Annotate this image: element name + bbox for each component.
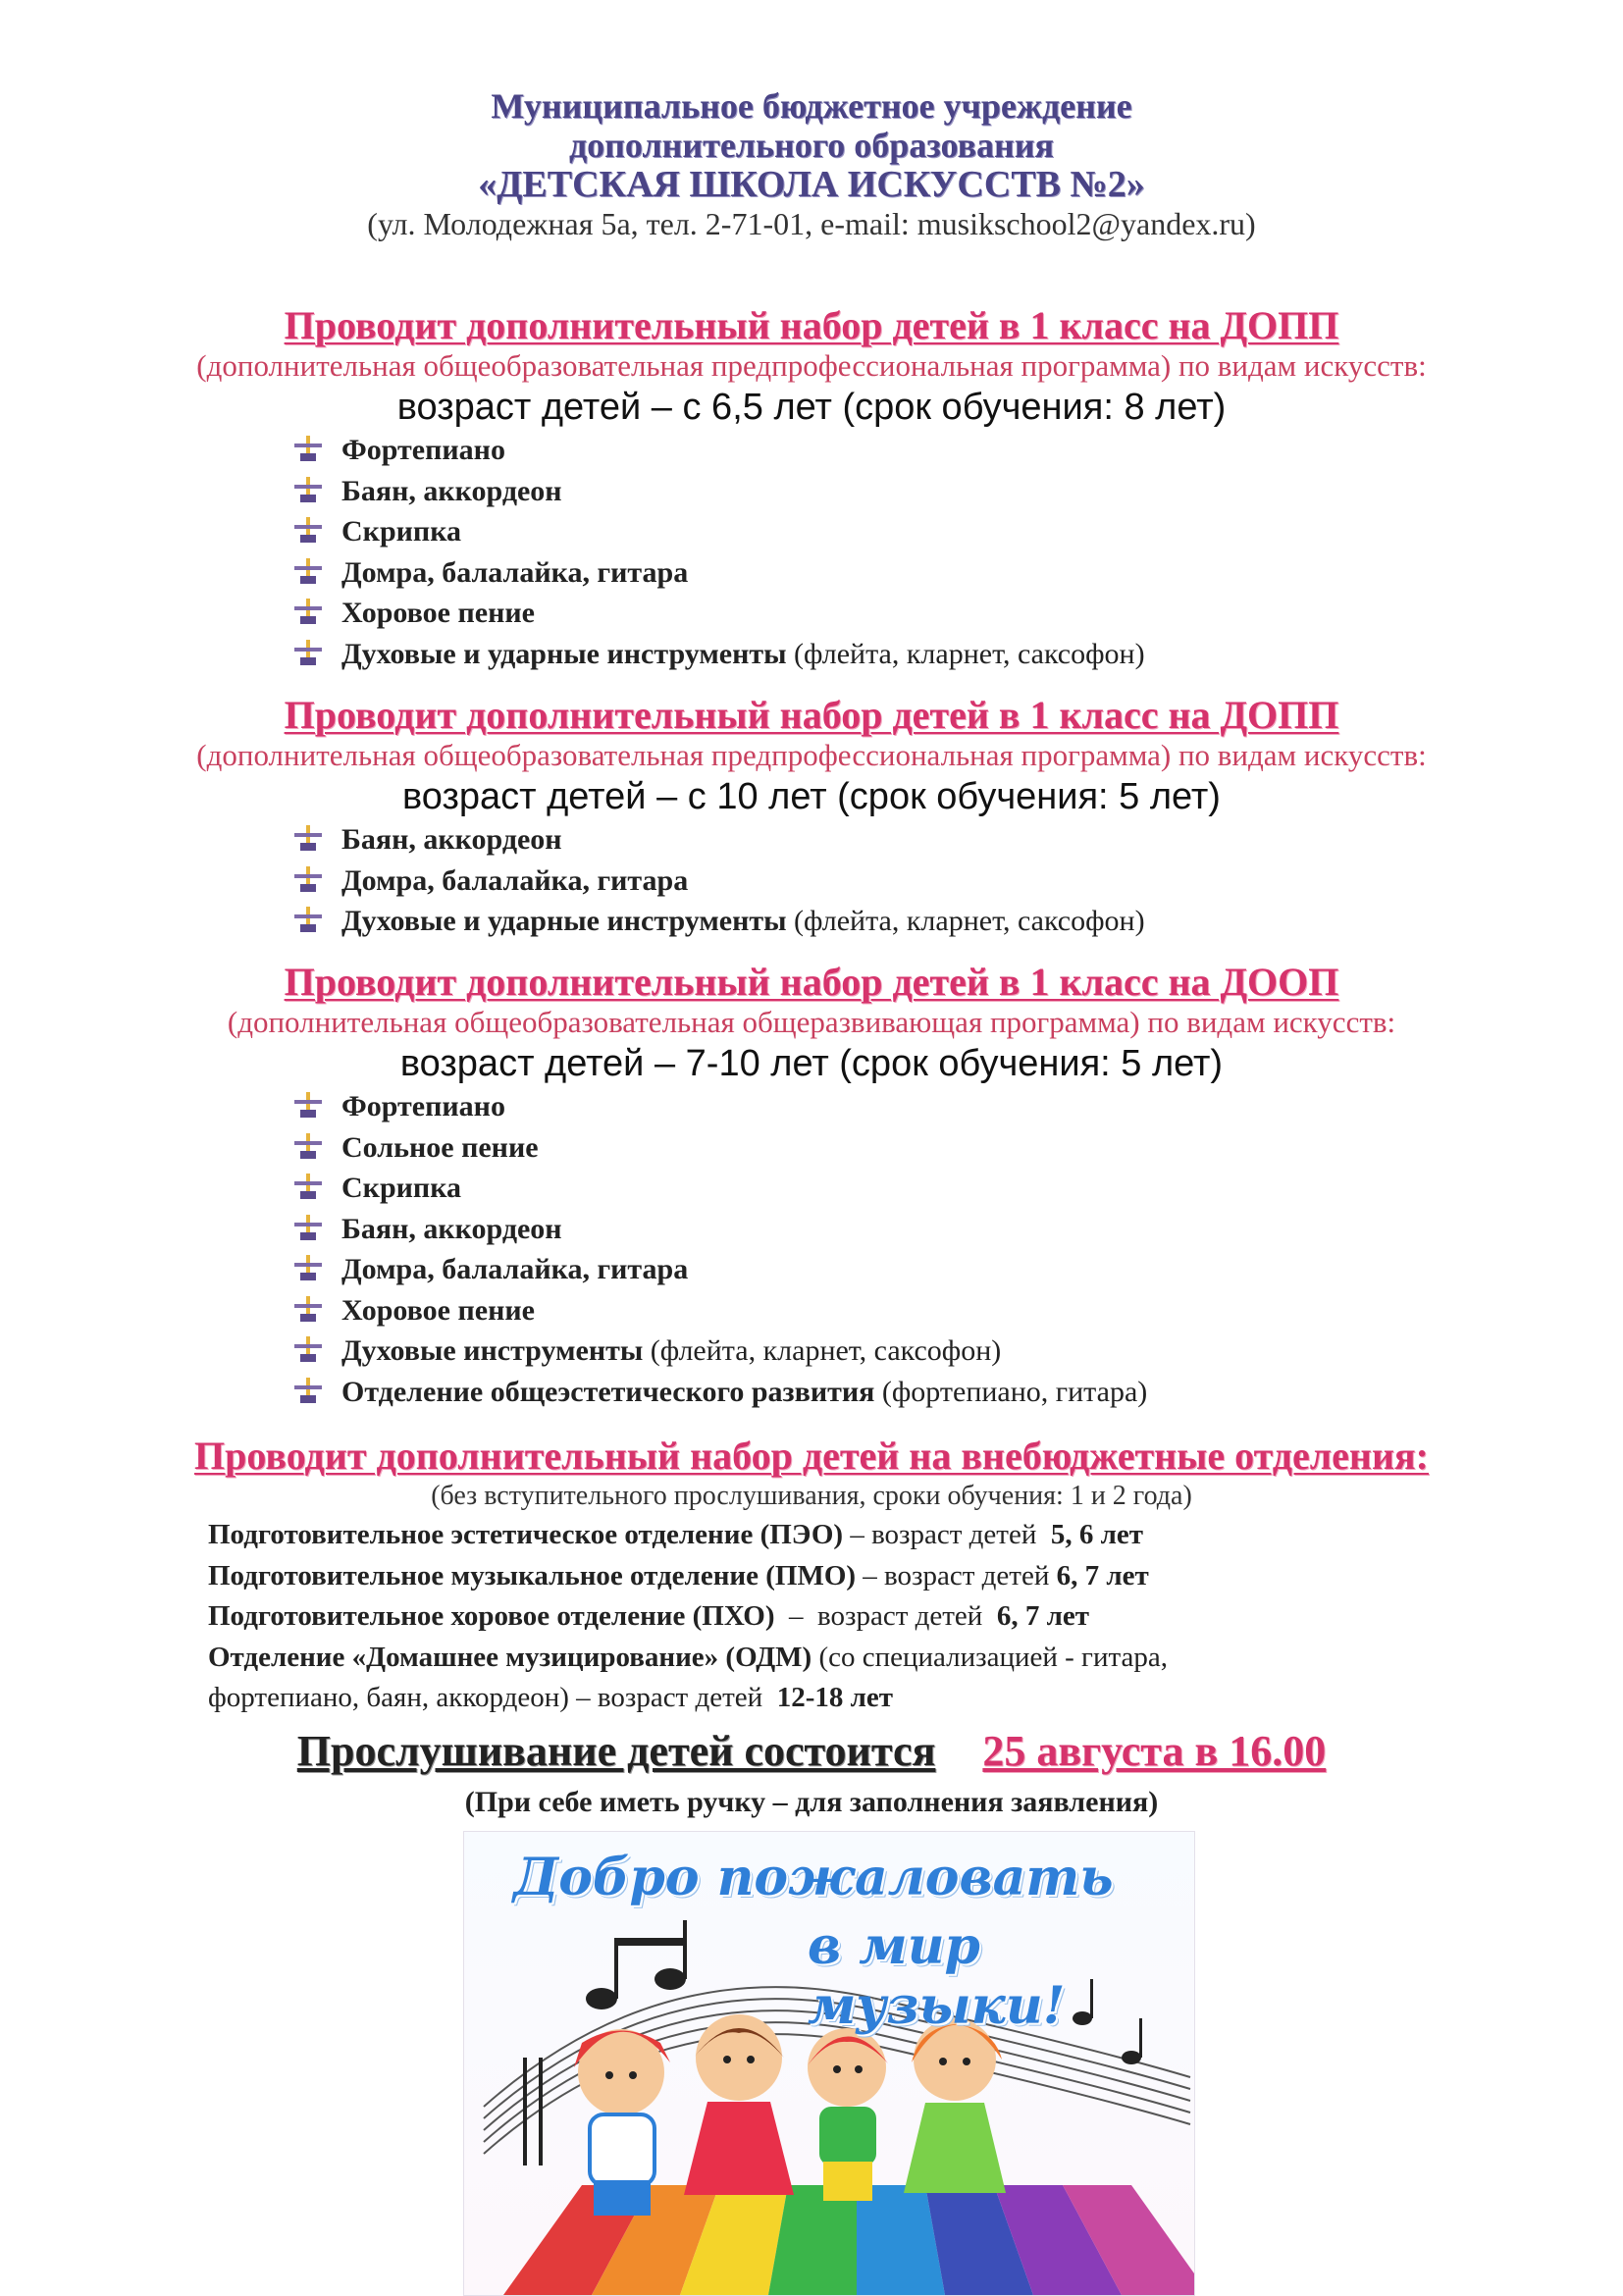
section-3-headline: Проводит дополнительный набор детей в 1 класс на ДООП — [284, 960, 1339, 1004]
item-label: Домра, балалайка, гитара — [341, 1253, 689, 1285]
department-line — [208, 1515, 1623, 1556]
department-age: 6, 7 лет — [989, 1600, 1089, 1632]
document-header — [0, 86, 1623, 243]
department-name: Отделение «Домашнее музицирование» (ОДМ) — [208, 1641, 812, 1673]
section-2-subtitle: (дополнительная общеобразовательная предпрофессиональная программа) по видам искусств: — [196, 738, 1427, 772]
audition-date: 25 августа в 16.00 — [982, 1727, 1327, 1775]
item-note: (флейта, кларнет, саксофон) — [794, 905, 1145, 937]
section-4-headline: Проводит дополнительный набор детей на внебюджетные отделения: — [194, 1434, 1429, 1478]
item-label: Домра, балалайка, гитара — [341, 555, 689, 589]
list-item — [294, 552, 1623, 594]
arrow-bullet-icon — [294, 517, 322, 543]
section-3-age: возраст детей – 7-10 лет (срок обучения: 5 лет) — [399, 1043, 1224, 1084]
item-label: Скрипка — [341, 1172, 462, 1204]
department-line — [208, 1638, 1623, 1679]
item-label: Духовые и ударные инструменты — [341, 905, 787, 937]
department-detail: фортепиано, баян, аккордеон) – возраст детей — [208, 1682, 770, 1713]
section-2-age: возраст детей – с 10 лет (срок обучения: 5 лет) — [402, 776, 1221, 817]
item-label: Хоровое пение — [341, 597, 535, 629]
department-name: Подготовительное хоровое отделение (ПХО) — [208, 1600, 775, 1632]
arrow-bullet-icon — [294, 1174, 322, 1199]
section-3 — [0, 961, 1623, 1412]
arrow-bullet-icon — [294, 436, 322, 461]
arrow-bullet-icon — [294, 1133, 322, 1159]
department-line — [208, 1556, 1623, 1597]
banner-title-line-1: Добро пожаловать — [513, 1848, 1114, 1907]
department-name: Подготовительное музыкальное отделение (ПМО) — [208, 1559, 857, 1592]
banner-title-line-2: в мир музыки! — [808, 1916, 1066, 2036]
audition-reminder: (При себе иметь ручку – для заполнения заявления) — [464, 1786, 1159, 1818]
arrow-bullet-icon — [294, 1378, 322, 1403]
section-3-list — [0, 1086, 1623, 1412]
section-1-headline: Проводит дополнительный набор детей в 1 класс на ДОПП — [284, 303, 1339, 347]
list-item — [294, 634, 1623, 675]
section-1-age: возраст детей – с 6,5 лет (срок обучения: 8 лет) — [396, 387, 1227, 428]
school-name: «ДЕТСКАЯ ШКОЛА ИСКУССТВ №2» — [478, 164, 1145, 205]
department-age: 6, 7 лет — [1056, 1559, 1149, 1592]
item-note: (флейта, кларнет, саксофон) — [794, 637, 1145, 670]
department-detail: – возраст детей — [774, 1600, 990, 1632]
list-item — [294, 1249, 1623, 1290]
department-line — [208, 1678, 1623, 1719]
arrow-bullet-icon — [294, 1296, 322, 1322]
list-item — [294, 1127, 1623, 1169]
arrow-bullet-icon — [294, 477, 322, 502]
section-2 — [0, 694, 1623, 942]
welcome-banner-image — [463, 1831, 1195, 2296]
list-item — [294, 901, 1623, 942]
department-age: 12-18 лет — [769, 1682, 893, 1713]
item-label: Духовые инструменты — [341, 1334, 644, 1367]
department-detail: (со специализацией - гитара, — [812, 1641, 1168, 1673]
arrow-bullet-icon — [294, 866, 322, 892]
department-name: Подготовительное эстетическое отделение (ПЭО) — [208, 1519, 844, 1550]
department-line — [208, 1596, 1623, 1638]
section-4-lines — [0, 1515, 1623, 1719]
item-label: Фортепиано — [341, 434, 505, 466]
children-group-icon — [574, 2014, 1006, 2216]
item-label: Скрипка — [341, 515, 462, 548]
item-label: Фортепиано — [341, 1090, 505, 1122]
arrow-bullet-icon — [294, 907, 322, 932]
item-label: Сольное пение — [341, 1130, 539, 1164]
section-1-subtitle: (дополнительная общеобразовательная предпрофессиональная программа) по видам искусств: — [196, 348, 1427, 383]
section-1 — [0, 304, 1623, 674]
section-1-list — [0, 430, 1623, 674]
org-line-1: Муниципальное бюджетное учреждение — [491, 86, 1132, 126]
arrow-bullet-icon — [294, 558, 322, 584]
arrow-bullet-icon — [294, 1092, 322, 1118]
arrow-bullet-icon — [294, 640, 322, 665]
item-note: (фортепиано, гитара) — [881, 1375, 1148, 1408]
arrow-bullet-icon — [294, 1255, 322, 1280]
item-label: Баян, аккордеон — [341, 823, 562, 856]
section-3-subtitle: (дополнительная общеобразовательная общеразвивающая программа) по видам искусств: — [227, 1005, 1396, 1039]
list-item — [294, 1290, 1623, 1331]
section-4-note: (без вступительного прослушивания, сроки обучения: 1 и 2 года) — [431, 1481, 1192, 1511]
list-item — [294, 1372, 1623, 1413]
item-label: Отделение общеэстетического развития — [341, 1375, 875, 1408]
department-detail: – возраст детей — [843, 1519, 1044, 1550]
department-detail: – возраст детей — [856, 1559, 1057, 1592]
item-note: (флейта, кларнет, саксофон) — [650, 1334, 1002, 1367]
section-4 — [0, 1435, 1623, 1719]
audition-label: Прослушивание детей состоится — [296, 1727, 936, 1775]
list-item — [294, 1168, 1623, 1209]
item-label: Домра, балалайка, гитара — [341, 863, 689, 897]
list-item — [294, 430, 1623, 471]
list-item — [294, 1209, 1623, 1250]
item-label: Духовые и ударные инструменты — [341, 637, 787, 670]
list-item — [294, 819, 1623, 861]
section-2-headline: Проводит дополнительный набор детей в 1 класс на ДОПП — [284, 693, 1339, 737]
arrow-bullet-icon — [294, 599, 322, 624]
org-line-2: дополнительного образования — [568, 126, 1055, 165]
arrow-bullet-icon — [294, 825, 322, 851]
list-item — [294, 861, 1623, 902]
list-item — [294, 471, 1623, 512]
list-item — [294, 1086, 1623, 1127]
arrow-bullet-icon — [294, 1336, 322, 1362]
arrow-bullet-icon — [294, 1215, 322, 1240]
department-age: 5, 6 лет — [1043, 1519, 1144, 1550]
item-label: Баян, аккордеон — [341, 474, 562, 507]
list-item — [294, 1331, 1623, 1372]
contact-info: (ул. Молодежная 5а, тел. 2-71-01, e-mail: musikschool2@yandex.ru) — [367, 206, 1256, 241]
item-label: Хоровое пение — [341, 1293, 535, 1327]
item-label: Баян, аккордеон — [341, 1212, 562, 1245]
list-item — [294, 593, 1623, 634]
audition-announcement — [0, 1727, 1623, 1776]
list-item — [294, 511, 1623, 552]
section-2-list — [0, 819, 1623, 942]
